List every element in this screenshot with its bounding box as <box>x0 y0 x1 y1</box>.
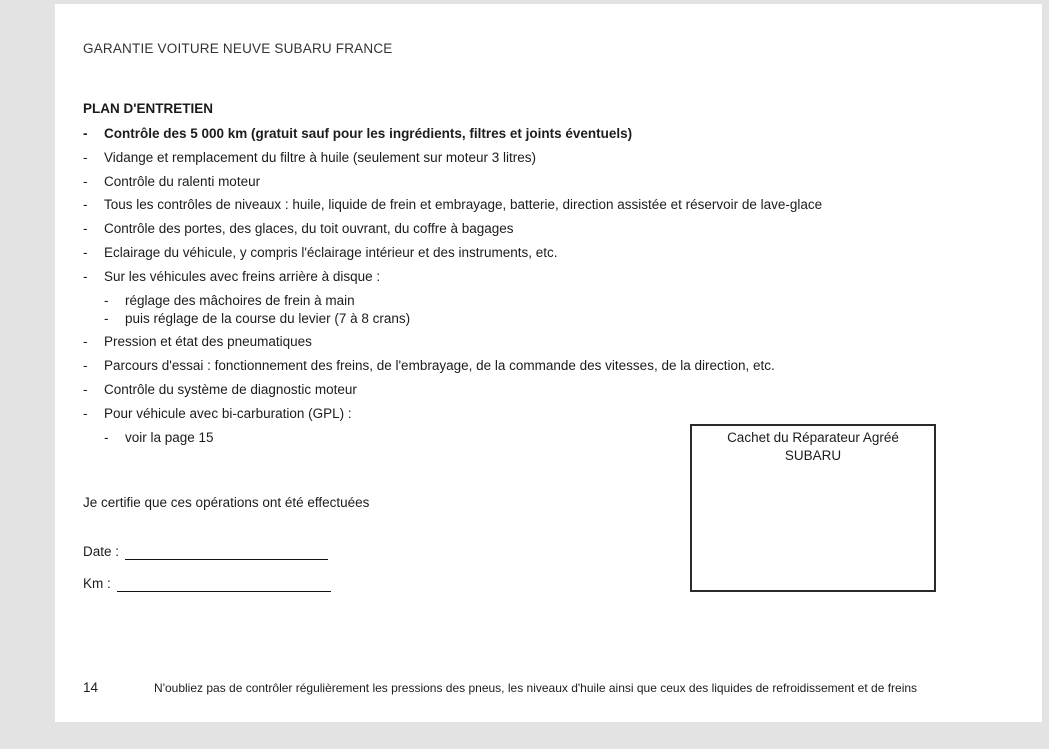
footer-note: N'oubliez pas de contrôler régulièrement les pressions des pneus, les niveaux d'huile ainsi que ceux des liquides de refroidissement et de freins <box>154 681 918 695</box>
list-item-text: Tous les contrôles de niveaux : huile, liquide de frein et embrayage, batterie, direction assistée et réservoir de lave-glace <box>104 197 823 213</box>
list-item <box>83 173 893 190</box>
bullet-dash <box>83 405 104 422</box>
list-item-text: Contrôle des 5 000 km (gratuit sauf pour les ingrédients, filtres et joints éventuels) <box>104 126 633 141</box>
list-item-text: voir la page 15 <box>125 429 214 445</box>
list-item <box>83 268 893 285</box>
km-label: Km : <box>83 575 111 591</box>
list-item-text: réglage des mâchoires de frein à main <box>125 292 355 308</box>
list-item <box>83 381 893 398</box>
date-label: Date : <box>83 543 120 559</box>
document-page <box>55 4 1042 722</box>
list-item <box>83 244 893 261</box>
certify-statement: Je certifie que ces opérations ont été effectuées <box>83 494 370 510</box>
bullet-dash <box>104 292 125 309</box>
dealer-stamp-box <box>690 424 936 592</box>
bullet-dash <box>83 196 104 213</box>
bullet-dash <box>83 149 104 166</box>
list-item <box>83 149 893 166</box>
maintenance-list <box>83 125 893 446</box>
list-item <box>83 196 893 213</box>
list-item <box>83 357 893 374</box>
bullet-dash <box>83 381 104 398</box>
bullet-dash <box>83 268 104 285</box>
list-item-text: Sur les véhicules avec freins arrière à disque : <box>104 268 381 284</box>
document-title: GARANTIE VOITURE NEUVE SUBARU FRANCE <box>83 41 393 56</box>
stamp-box-line1: Cachet du Réparateur Agréé <box>727 430 899 445</box>
km-fill-line <box>117 578 331 592</box>
bullet-dash <box>83 244 104 261</box>
bullet-dash <box>83 333 104 350</box>
list-item-text: Parcours d'essai : fonctionnement des freins, de l'embrayage, de la commande des vitesses, de la direction, etc. <box>104 358 775 374</box>
list-item <box>83 125 893 142</box>
bullet-dash <box>83 357 104 374</box>
list-item-text: puis réglage de la course du levier (7 à 8 crans) <box>125 310 411 326</box>
section-title: PLAN D'ENTRETIEN <box>83 101 213 116</box>
page-footer <box>83 680 1013 695</box>
list-item-text: Pression et état des pneumatiques <box>104 334 312 350</box>
list-item-text: Contrôle du ralenti moteur <box>104 173 261 189</box>
bullet-dash <box>104 310 125 327</box>
list-subitem <box>104 292 893 309</box>
bullet-dash <box>83 125 104 142</box>
list-item-text: Contrôle du système de diagnostic moteur <box>104 381 357 397</box>
list-item-text: Contrôle des portes, des glaces, du toit ouvrant, du coffre à bagages <box>104 221 514 237</box>
bullet-dash <box>83 173 104 190</box>
list-item <box>83 333 893 350</box>
bullet-dash <box>83 220 104 237</box>
list-item-text: Pour véhicule avec bi-carburation (GPL) : <box>104 405 352 421</box>
list-item-text: Vidange et remplacement du filtre à huile (seulement sur moteur 3 litres) <box>104 149 536 165</box>
list-item <box>83 405 893 422</box>
list-item <box>83 220 893 237</box>
page-number: 14 <box>83 680 99 695</box>
date-fill-line <box>125 546 328 560</box>
bullet-dash <box>104 429 125 446</box>
stamp-box-line2: SUBARU <box>784 448 842 463</box>
list-item-text: Eclairage du véhicule, y compris l'éclairage intérieur et des instruments, etc. <box>104 244 558 260</box>
list-subitem <box>104 310 893 327</box>
